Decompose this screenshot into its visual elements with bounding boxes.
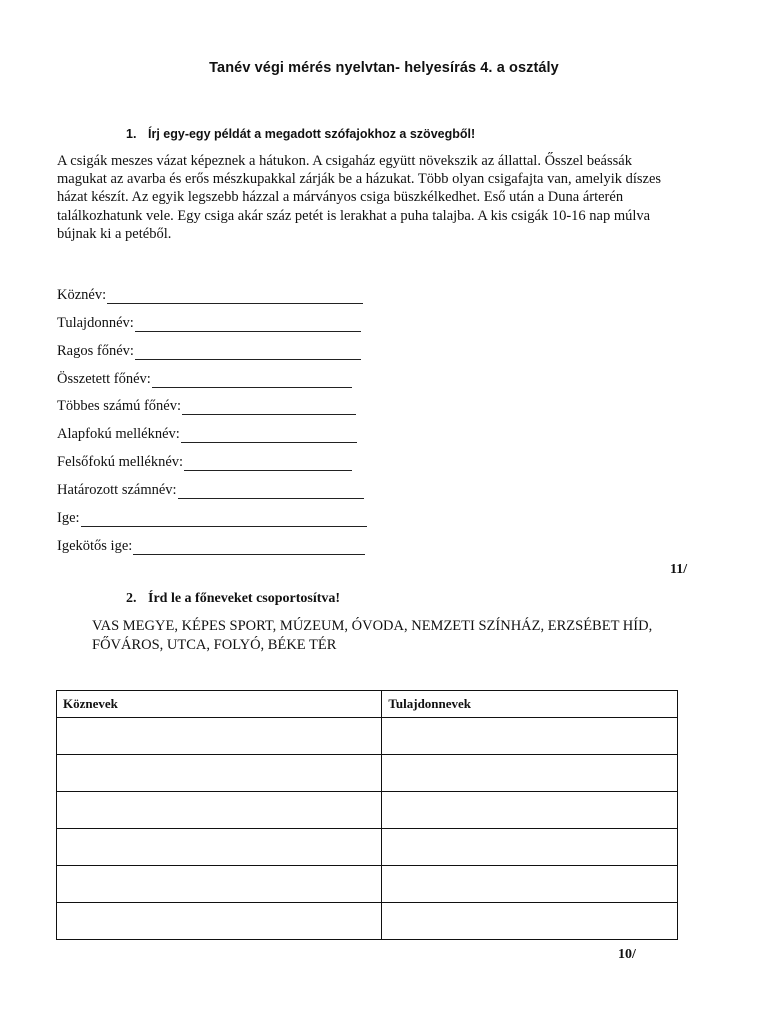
answer-cell[interactable] bbox=[382, 829, 678, 866]
field-tobbes-szamu-fonev bbox=[57, 393, 356, 415]
noun-list-line: FŐVÁROS, UTCA, FOLYÓ, BÉKE TÉR bbox=[92, 637, 337, 653]
field-koznev bbox=[57, 282, 363, 304]
field-label: Felsőfokú melléknév: bbox=[57, 454, 184, 470]
answer-cell[interactable] bbox=[382, 718, 678, 755]
noun-list bbox=[92, 617, 652, 655]
answer-cell[interactable] bbox=[57, 829, 382, 866]
column-header-tulajdonnevek: Tulajdonnevek bbox=[382, 691, 678, 718]
task2-number: 2. bbox=[126, 591, 137, 606]
field-label: Ige: bbox=[57, 510, 80, 526]
answer-line[interactable] bbox=[135, 345, 361, 360]
answer-line[interactable] bbox=[182, 400, 356, 415]
field-label: Ragos főnév: bbox=[57, 343, 134, 359]
field-label: Igekötős ige: bbox=[57, 538, 133, 554]
field-label: Tulajdonnév: bbox=[57, 315, 134, 331]
answer-cell[interactable] bbox=[57, 792, 382, 829]
paragraph-line: bújnak ki a petéből. bbox=[57, 225, 172, 242]
field-igekotos-ige bbox=[57, 533, 365, 555]
answer-line[interactable] bbox=[181, 428, 357, 443]
answer-line[interactable] bbox=[107, 289, 363, 304]
answer-cell[interactable] bbox=[382, 866, 678, 903]
field-label: Összetett főnév: bbox=[57, 371, 151, 387]
answer-cell[interactable] bbox=[57, 755, 382, 792]
paragraph-line: A csigák meszes vázat képeznek a hátukon. A csigaház együtt növekszik az állattal. Ősszel beássák bbox=[57, 153, 632, 169]
answer-line[interactable] bbox=[152, 373, 352, 388]
paragraph-line: magukat az avarba és erős mészkupakkal zárják be a házukat. Több olyan csigafajta van, amelyik díszes bbox=[57, 171, 662, 188]
answer-line[interactable] bbox=[135, 317, 361, 332]
field-felsofoku-melleknev bbox=[57, 449, 352, 471]
task1-instruction: Írj egy-egy példát a megadott szófajokhoz a szövegből! bbox=[148, 127, 476, 141]
task2-instruction: Írd le a főneveket csoportosítva! bbox=[148, 591, 341, 606]
task1-paragraph bbox=[57, 152, 709, 243]
answer-cell[interactable] bbox=[382, 792, 678, 829]
noun-list-line: VAS MEGYE, KÉPES SPORT, MÚZEUM, ÓVODA, NEMZETI SZÍNHÁZ, ERZSÉBET HÍD, bbox=[92, 618, 653, 634]
table-header-row bbox=[57, 691, 678, 718]
field-tulajdonnev bbox=[57, 310, 361, 332]
field-hatarozott-szamnev bbox=[57, 477, 364, 499]
task2-score: 10/ bbox=[618, 947, 636, 962]
paragraph-line: találkozhatunk vele. Egy csiga akár száz petét is lerakhat a puha talajba. A kis csigák 10-16 nap múlva bbox=[57, 207, 651, 224]
paragraph-line: házat készít. Az egyik legszebb házzal a márványos csiga büszkélkedhet. Eső után a Duna árterén bbox=[57, 189, 624, 206]
field-label: Többes számú főnév: bbox=[57, 398, 182, 414]
field-osszetett-fonev bbox=[57, 366, 352, 388]
table-row bbox=[57, 829, 678, 866]
answer-cell[interactable] bbox=[382, 903, 678, 940]
field-label: Köznév: bbox=[57, 287, 107, 303]
answer-line[interactable] bbox=[178, 484, 364, 499]
answer-cell[interactable] bbox=[57, 903, 382, 940]
table-row bbox=[57, 755, 678, 792]
answer-line[interactable] bbox=[81, 512, 367, 527]
task1-heading bbox=[126, 127, 475, 141]
task1-score: 11/ bbox=[670, 562, 688, 577]
answer-cell[interactable] bbox=[57, 718, 382, 755]
answer-line[interactable] bbox=[184, 456, 352, 471]
table-row bbox=[57, 792, 678, 829]
field-label: Alapfokú melléknév: bbox=[57, 426, 180, 442]
column-header-koznevek: Köznevek bbox=[57, 691, 382, 718]
answer-cell[interactable] bbox=[57, 866, 382, 903]
table-row bbox=[57, 866, 678, 903]
table-row bbox=[57, 903, 678, 940]
answer-cell[interactable] bbox=[382, 755, 678, 792]
task1-number: 1. bbox=[126, 127, 137, 141]
table-row bbox=[57, 718, 678, 755]
field-alapfoku-melleknev bbox=[57, 421, 357, 443]
field-ige bbox=[57, 505, 367, 527]
field-label: Határozott számnév: bbox=[57, 482, 177, 498]
noun-groups-table bbox=[56, 690, 678, 940]
page-title: Tanév végi mérés nyelvtan- helyesírás 4. a osztály bbox=[209, 60, 559, 76]
answer-line[interactable] bbox=[133, 540, 365, 555]
field-ragos-fonev bbox=[57, 338, 361, 360]
task2-heading bbox=[126, 591, 340, 607]
